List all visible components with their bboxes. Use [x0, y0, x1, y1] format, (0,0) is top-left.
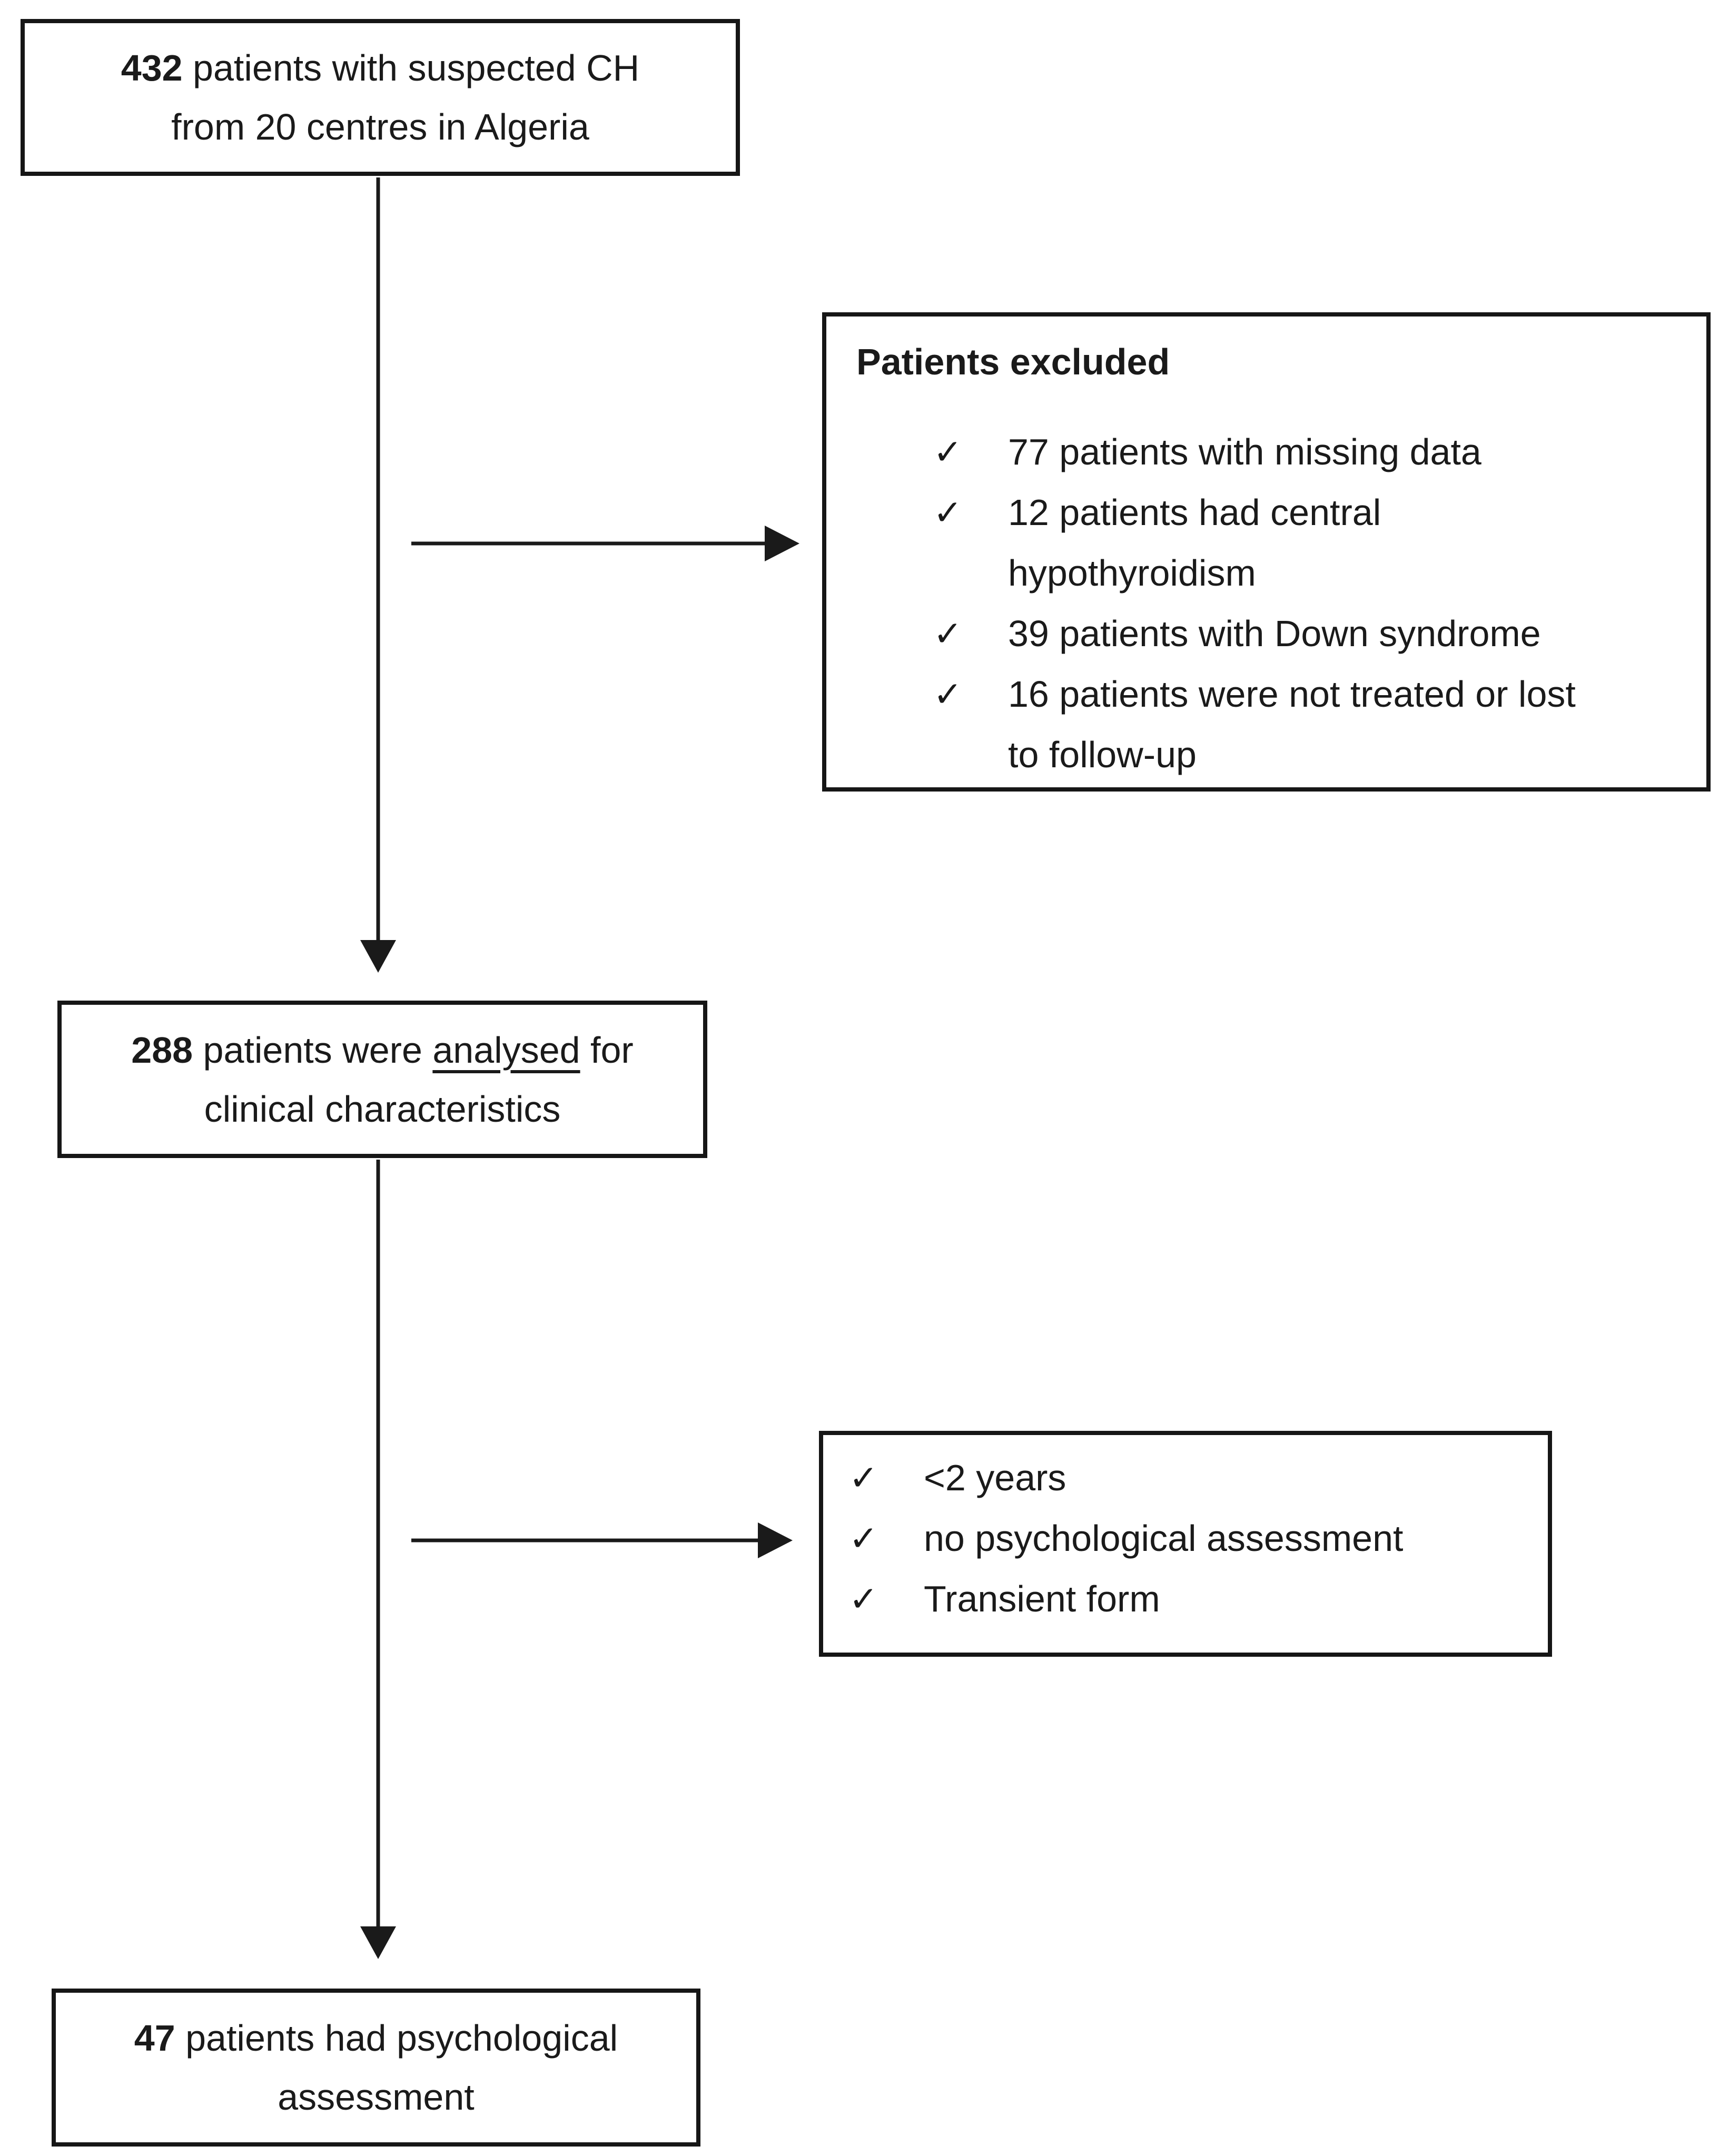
check-icon: ✓ [933, 492, 963, 533]
arrowhead-to-excluded [765, 526, 799, 561]
analysed-underlined-word: analysed [432, 1029, 580, 1071]
secondary-excluded-item [823, 1569, 1548, 1629]
assessed-line1: 47 patients had psychological [134, 2017, 618, 2059]
excluded-item [826, 482, 1706, 604]
secondary-excluded-box [819, 1431, 1552, 1657]
check-icon: ✓ [933, 614, 963, 654]
excluded-item-text: 12 patients had central [1008, 492, 1381, 533]
secondary-excluded-item-text: Transient form [924, 1578, 1160, 1619]
check-icon: ✓ [933, 432, 963, 472]
excluded-item [826, 604, 1706, 664]
assessed-count: 47 [134, 2017, 175, 2059]
excluded-box-title: Patients excluded [856, 341, 1170, 382]
secondary-excluded-list [823, 1448, 1548, 1629]
secondary-excluded-item [823, 1508, 1548, 1569]
enrollment-box [21, 19, 740, 176]
excluded-item-text-wrap: to follow-up [1008, 734, 1197, 775]
assessed-line2: assessment [278, 2076, 475, 2118]
arrowhead-analysed-to-assessed [360, 1926, 396, 1959]
enrollment-line1: 432 patients with suspected CH [121, 47, 640, 88]
excluded-list [826, 422, 1706, 785]
arrowhead-top-to-analysed [360, 940, 396, 973]
excluded-box [822, 312, 1711, 792]
secondary-excluded-item-text: <2 years [924, 1457, 1066, 1498]
excluded-item-text: 16 patients were not treated or lost [1008, 674, 1576, 715]
secondary-excluded-item [823, 1448, 1548, 1508]
excluded-item [826, 422, 1706, 482]
enrollment-count: 432 [121, 47, 183, 88]
excluded-item [826, 664, 1706, 785]
secondary-excluded-item-text: no psychological assessment [924, 1518, 1404, 1559]
check-icon: ✓ [933, 674, 963, 715]
excluded-item-text: 39 patients with Down syndrome [1008, 613, 1541, 654]
check-icon: ✓ [849, 1579, 878, 1619]
check-icon: ✓ [849, 1518, 878, 1559]
assessed-box [52, 1989, 700, 2147]
excluded-item-text-wrap: hypothyroidism [1008, 552, 1256, 594]
excluded-item-text: 77 patients with missing data [1008, 431, 1481, 472]
analysed-line2: clinical characteristics [204, 1088, 561, 1130]
check-icon: ✓ [849, 1458, 878, 1498]
enrollment-line2: from 20 centres in Algeria [171, 106, 589, 147]
arrowhead-to-secondary-excluded [758, 1522, 793, 1558]
analysed-count: 288 [131, 1029, 193, 1071]
analysed-box [57, 1001, 707, 1158]
analysed-line1: 288 patients were analysed for [131, 1029, 634, 1071]
